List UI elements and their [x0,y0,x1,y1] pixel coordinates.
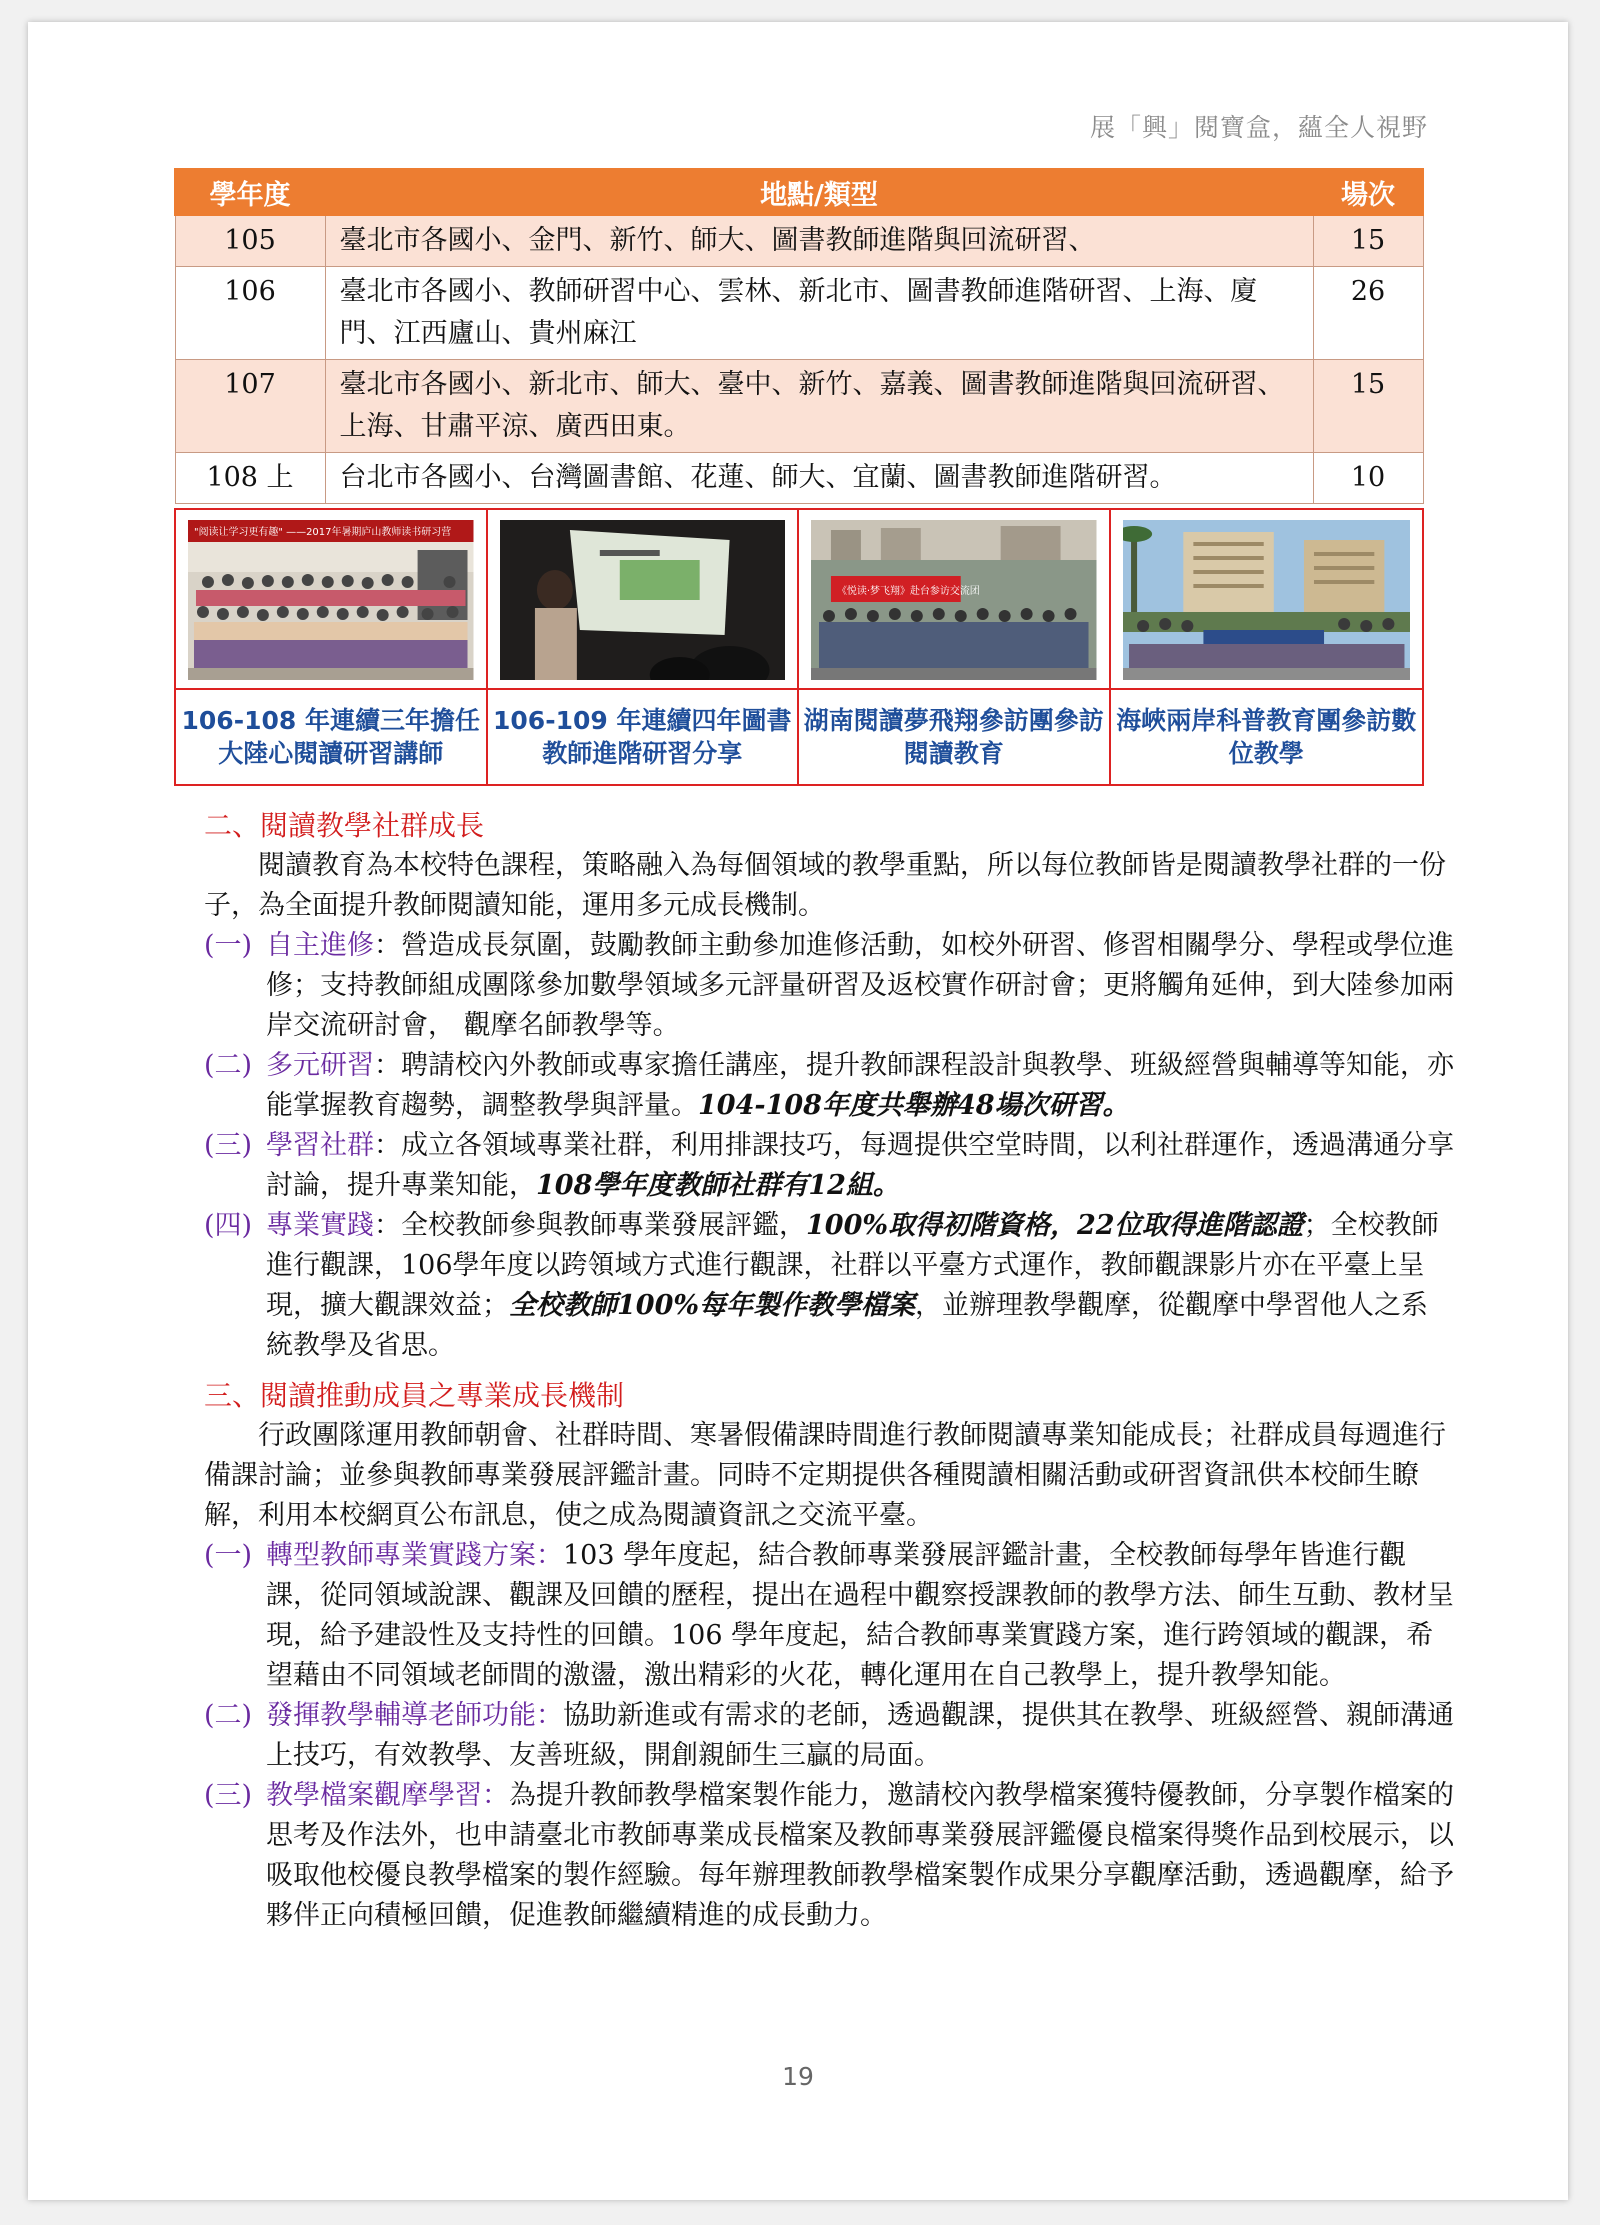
running-header: 展「興」閱寶盒，蘊全人視野 [1089,113,1428,142]
cell-year: 106 [175,267,325,360]
cell-place: 臺北市各國小、金門、新竹、師大、圖書教師進階與回流研習、 [325,215,1313,267]
document-page [28,22,1568,2200]
photo-caption: 湖南閱讀夢飛翔參訪團參訪閱讀教育 [799,688,1109,784]
list-number: (一) [204,930,253,961]
list-text [266,1206,1454,1366]
list-number: (三) [204,1130,253,1161]
list-item [204,1696,1454,1776]
list-text [266,926,1454,1046]
photo-cell [488,510,800,784]
cell-count: 15 [1313,360,1423,453]
list-number: (四) [204,1210,253,1241]
list-item [204,926,1454,1046]
item-text: 為提升教師教學檔案製作能力，邀請校內教學檔案獲特優教師，分享製作檔案的思考及作法外，也申請臺北市教師專業成長檔案及教師專業發展評鑑優良檔案得獎作品到校展示，以吸取他校優良教學檔案的製作經驗。每年辦理教師教學檔案製作成果分享觀摩活動，透過觀摩，給予夥伴正向積極回饋，促進教師繼續精進的成長動力。 [266,1780,1454,1931]
emphasis: 104-108年度共舉辦48場次研習。 [698,1090,1130,1121]
cell-place: 臺北市各國小、新北市、師大、臺中、新竹、嘉義、圖書教師進階與回流研習、上海、甘肅平涼、廣西田東。 [325,360,1313,453]
emphasis: 100%取得初階資格，22位取得進階認證 [806,1210,1304,1241]
page-number: 19 [782,2062,814,2091]
keyword: 學習社群 [266,1130,374,1161]
list-item [204,1206,1454,1366]
cell-place: 台北市各國小、台灣圖書館、花蓮、師大、宜蘭、圖書教師進階研習。 [325,453,1313,504]
header-count: 場次 [1313,169,1423,215]
item-text: ：全校教師參與教師專業發展評鑑， [374,1210,806,1241]
list-item [204,1046,1454,1126]
header-year: 學年度 [175,169,325,215]
table-header-row [175,169,1423,215]
item-text: ：聘請校內外教師或專家擔任講座，提升教師課程設計與教學、班級經營與輔導等知能，亦能掌握教育趨勢，調整教學與評量。 [266,1050,1454,1121]
list-number: (二) [204,1050,253,1081]
keyword: 專業實踐 [266,1210,374,1241]
keyword: 教學檔案觀摩學習： [266,1780,509,1811]
emphasis: 108學年度教師社群有12組。 [536,1170,900,1201]
photo-caption: 106-109 年連續四年圖書教師進階研習分享 [488,688,798,784]
table-row [175,360,1423,453]
list-text [266,1046,1454,1126]
paragraph: 行政團隊運用教師朝會、社群時間、寒暑假備課時間進行教師閱讀專業知能成長；社群成員每週進行備課討論；並參與教師專業發展評鑑計畫。同時不定期提供各種閱讀相關活動或研習資訊供本校師生瞭解，利用本校網頁公布訊息，使之成為閱讀資訊之交流平臺。 [204,1420,1446,1531]
cell-count: 15 [1313,215,1423,267]
photo-cell [1111,510,1423,784]
workshop-table [174,168,1424,504]
photo-strip [174,508,1424,786]
science-tour-photo [1123,520,1411,680]
photo-caption: 海峽兩岸科普教育團參訪數位教學 [1111,688,1423,784]
item-text: ：營造成長氛圍，鼓勵教師主動參加進修活動，如校外研習、修習相關學分、學程或學位進修；支持教師組成團隊參加數學領域多元評量研習及返校實作研討會；更將觸角延伸，到大陸參加兩岸交流研討會， 觀摩名師教學等。 [266,930,1454,1041]
section-title: 二、閱讀教學社群成長 [204,809,485,842]
list-item [204,1126,1454,1206]
item-text: ，並辦理教學觀摩，從觀摩中學習他人之系統教學及省思。 [266,1290,1429,1361]
list-item [204,1776,1454,1936]
table-row [175,215,1423,267]
list-text [266,1126,1454,1206]
list-number: (二) [204,1700,253,1731]
table-row [175,267,1423,360]
photo-caption: 106-108 年連續三年擔任大陸心閱讀研習講師 [176,688,486,784]
item-text: 103 學年度起，結合教師專業發展評鑑計畫，全校教師每學年皆進行觀課，從同領域說課、觀課及回饋的歷程，提出在過程中觀察授課教師的教學方法、師生互動、教材呈現，給予建設性及支持性的回饋。106 學年度起，結合教師專業實踐方案，進行跨領域的觀課，希望藉由不同領域老師間的激盪，激出精彩的火花，轉化運用在自己教學上，提升教學知能。 [266,1540,1454,1691]
item-text: ；全校教師進行觀課，106學年度以跨領域方式進行觀課，社群以平臺方式運作，教師觀課影片亦在平臺上呈現，擴大觀課效益； [266,1210,1439,1321]
header-place: 地點/類型 [325,169,1313,215]
keyword: 自主進修 [266,930,374,961]
presentation-photo [500,520,786,680]
cell-year: 108 上 [175,453,325,504]
item-text: 協助新進或有需求的老師，透過觀課，提供其在教學、班級經營、親師溝通上技巧，有效教學、友善班級，開創親師生三贏的局面。 [266,1700,1454,1771]
section-title: 三、閱讀推動成員之專業成長機制 [204,1379,625,1412]
photo-cell [176,510,488,784]
list-text [266,1776,1454,1936]
list-number: (三) [204,1780,253,1811]
cell-place: 臺北市各國小、教師研習中心、雲林、新北市、圖書教師進階研習、上海、廈門、江西廬山、貴州麻江 [325,267,1313,360]
emphasis: 全校教師100%每年製作教學檔案 [509,1290,916,1321]
cell-year: 105 [175,215,325,267]
table-row [175,453,1423,504]
group-photo [188,520,474,680]
list-number: (一) [204,1540,253,1571]
cell-count: 10 [1313,453,1423,504]
item-text: ：成立各領域專業社群，利用排課技巧，每週提供空堂時間，以利社群運作，透過溝通分享討論，提升專業知能， [266,1130,1454,1201]
photo-cell [799,510,1111,784]
keyword: 轉型教師專業實踐方案： [266,1540,563,1571]
list-item [204,1536,1454,1696]
cell-count: 26 [1313,267,1423,360]
paragraph: 閱讀教育為本校特色課程，策略融入為每個領域的教學重點，所以每位教師皆是閱讀教學社群的一份子，為全面提升教師閱讀知能，運用多元成長機制。 [204,850,1446,921]
cell-year: 107 [175,360,325,453]
photo-banner-text: 《悦读·梦飞翔》赴台参访交流团 [836,585,980,598]
list-text [266,1696,1454,1776]
keyword: 發揮教學輔導老師功能： [266,1700,563,1731]
list-text [266,1536,1454,1696]
photo-banner-text: "阅读让学习更有趣" ——2017年暑期庐山教师读书研习营 [193,526,452,539]
body-text [204,806,1454,1936]
keyword: 多元研習 [266,1050,374,1081]
delegation-photo [811,520,1097,680]
